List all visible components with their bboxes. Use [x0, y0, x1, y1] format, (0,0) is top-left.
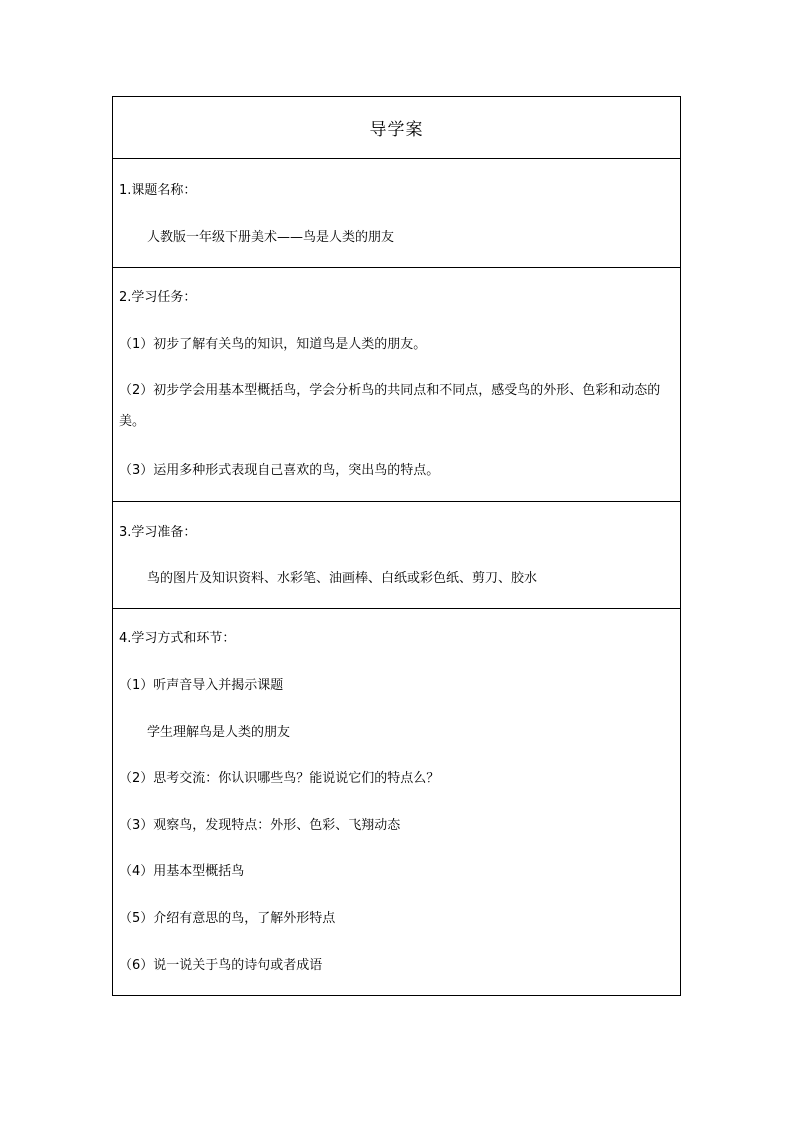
method-item-4: （4）用基本型概括鸟: [119, 864, 245, 879]
document-title: 导学案: [369, 120, 424, 140]
section-topic: [113, 158, 680, 267]
method-item-1: （1）听声音导入并揭示课题: [119, 678, 284, 693]
task-item-2: （2）初步学会用基本型概括鸟，学会分析鸟的共同点和不同点，感受鸟的外形、色彩和动态的美。: [119, 383, 661, 429]
lesson-plan-table: [112, 96, 681, 996]
section-preparation-content: 鸟的图片及知识资料、水彩笔、油画棒、白纸或彩色纸、剪刀、胶水: [147, 571, 538, 586]
task-item-1: （1）初步了解有关鸟的知识，知道鸟是人类的朋友。: [119, 337, 427, 352]
section-topic-heading: 1.课题名称：: [119, 183, 197, 198]
method-item-6: （6）说一说关于鸟的诗句或者成语: [119, 958, 323, 973]
method-item-2: （2）思考交流：你认识哪些鸟？能说说它们的特点么？: [119, 771, 440, 786]
section-preparation-heading: 3.学习准备：: [119, 525, 197, 540]
method-item-3: （3）观察鸟，发现特点：外形、色彩、飞翔动态: [119, 818, 401, 833]
title-row: [113, 97, 680, 158]
method-item-5: （5）介绍有意思的鸟，了解外形特点: [119, 911, 336, 926]
section-preparation: [113, 501, 680, 608]
method-item-1-note: 学生理解鸟是人类的朋友: [147, 725, 291, 740]
section-tasks-heading: 2.学习任务：: [119, 290, 197, 305]
section-methods-heading: 4.学习方式和环节：: [119, 631, 236, 646]
section-tasks: [113, 267, 680, 501]
section-topic-content: 人教版一年级下册美术——鸟是人类的朋友: [147, 230, 395, 245]
task-item-3: （3）运用多种形式表现自己喜欢的鸟，突出鸟的特点。: [119, 463, 440, 478]
section-methods: [113, 608, 680, 995]
